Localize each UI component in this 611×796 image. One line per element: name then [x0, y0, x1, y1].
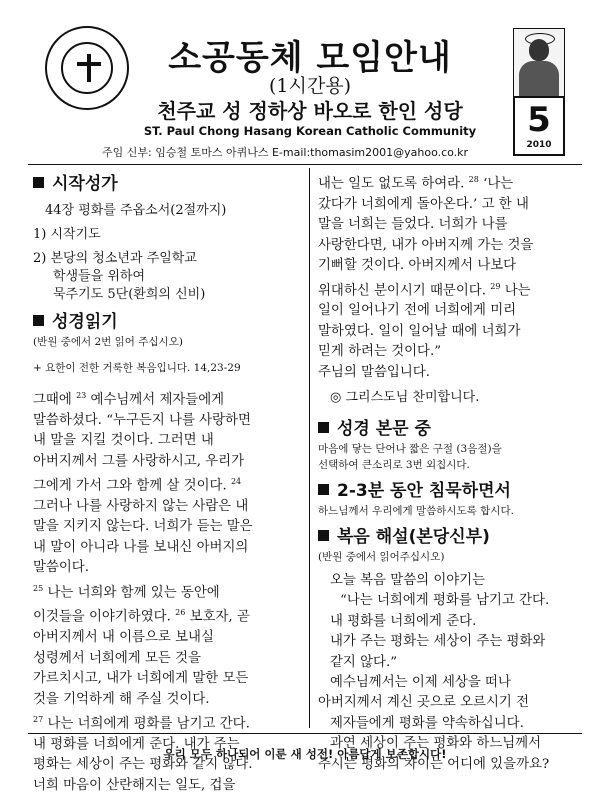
- reading-text: 일이 일어나기 전에 너희에게 미리: [318, 303, 517, 319]
- square-bullet-icon: [318, 484, 329, 495]
- logo-cross: [87, 54, 91, 82]
- reading-text: 그에게 가서 그와 함께 살 것이다.: [33, 478, 231, 494]
- column-divider: [309, 168, 310, 728]
- verse-number: 25: [33, 583, 44, 593]
- gospel-reading-right: [318, 170, 584, 383]
- reading-text: 것을 기억하게 해 주실 것이다.: [33, 691, 210, 707]
- parish-logo-icon: [45, 26, 129, 110]
- commentary-line: 주시는 평화의 차이는 어디에 있을까요?: [318, 756, 550, 772]
- reading-text: 이것들을 이야기하였다.: [33, 609, 176, 625]
- section-heading-silence: [318, 479, 584, 503]
- reading-line: [33, 579, 303, 604]
- reading-text: 내 말을 지킬 것이다. 그러면 내: [33, 433, 214, 449]
- reading-line: [318, 236, 584, 256]
- reading-line: [318, 322, 584, 342]
- reading-line: [33, 472, 303, 497]
- issue-box: [513, 96, 565, 156]
- verse-number: 28: [468, 175, 479, 184]
- reading-line: [33, 386, 303, 411]
- section-note: (반원 중에서 2번 읽어 주십시오): [33, 336, 183, 348]
- reading-line: [33, 710, 303, 735]
- reading-line: [33, 411, 303, 431]
- commentary-line: 내 평화를 너희에게 준다.: [330, 613, 477, 629]
- verse-number: 27: [33, 714, 44, 724]
- section-note: 선택하여 큰소리로 3번 외칩시다.: [318, 459, 470, 471]
- reading-text: 믿게 하려는 것이다.”: [318, 344, 442, 360]
- reading-text: 기뻐할 것이다. 아버지께서 나보다: [318, 258, 517, 274]
- header-divider: [28, 164, 582, 165]
- reading-line: [318, 363, 584, 383]
- section-title: 2-3분 동안 침묵하면서: [337, 481, 511, 501]
- square-bullet-icon: [318, 422, 329, 433]
- reading-line: [318, 256, 584, 276]
- logo-cross-bar: [77, 62, 101, 66]
- portrait-head: [529, 39, 549, 61]
- section-heading-homily: [318, 525, 584, 549]
- reading-text: 내 평화를 너희에게 준다. 내가 주는: [33, 736, 240, 752]
- verse-number: 23: [76, 391, 87, 400]
- reading-text: 말을 지키지 않는다. 너희가 듣는 말은: [33, 519, 253, 535]
- reading-line: [318, 301, 584, 321]
- reading-line: [33, 558, 303, 578]
- reading-text: 말을 너희는 들었다. 너희가 나를: [318, 217, 508, 233]
- logo-inner-circle: [61, 42, 113, 94]
- reading-text: 그때에: [33, 392, 77, 408]
- reading-text: 나는 너희에게 평화를 남기고 간다.: [43, 716, 250, 732]
- pastor-contact-line: 주임 신부: 임승철 토마스 아퀴나스 E-mail:thomasim2001@yahoo.co.kr: [102, 146, 469, 159]
- reading-text: 보호자, 곧: [185, 609, 250, 625]
- reading-text: 평화는 세상이 주는 평화와 같지 않다.: [33, 757, 253, 773]
- reading-line: [33, 497, 303, 517]
- reading-line: [318, 170, 584, 195]
- commentary-line: 과연 세상이 주는 평화와 하느님께서: [330, 736, 542, 752]
- church-name-korean: 천주교 성 정하상 바오로 한인 성당: [157, 99, 463, 123]
- footer-slogan: 우리 모두 하나되어 이룬 새 성전! 아름답게 보존합시다!: [163, 747, 447, 761]
- reading-line: [318, 342, 584, 362]
- reading-line: [33, 431, 303, 451]
- reading-line: [33, 517, 303, 537]
- reading-line: [33, 452, 303, 472]
- agenda-item-cont: 학생들을 위하여: [53, 269, 146, 284]
- section-title: 시작성가: [52, 174, 118, 194]
- right-column: [318, 170, 584, 775]
- reading-line: [318, 277, 584, 302]
- reading-text: 아버지께서 그를 사랑하시고, 우리가: [33, 453, 245, 469]
- commentary-line: 제자들에게 평화를 약속하십니다.: [330, 715, 524, 731]
- reading-text: 사랑한다면, 내가 아버지께 가는 것을: [318, 237, 534, 253]
- hymn-line: 44장 평화를 주옵소서(2절까지): [45, 203, 227, 218]
- reading-text: 위대하신 분이시기 때문이다.: [318, 282, 491, 298]
- section-title: 성경읽기: [52, 312, 118, 332]
- bulletin-title: 소공동체 모임안내: [168, 38, 452, 78]
- reading-text: 성령께서 너희에게 모든 것을: [33, 650, 201, 666]
- gospel-reference: + 요한이 전한 거룩한 복음입니다. 14,23-29: [33, 362, 241, 374]
- reading-text: 아버지께서 내 이름으로 보내실: [33, 630, 214, 646]
- church-name-english: ST. Paul Chong Hasang Korean Catholic Community: [143, 124, 477, 138]
- agenda-item: 2) 본당의 청소년과 주일학교: [33, 251, 197, 266]
- reading-text: 내 말이 아니라 나를 보내신 아버지의: [33, 539, 249, 555]
- footer-divider: [28, 733, 582, 734]
- square-bullet-icon: [33, 315, 44, 326]
- reading-text: 너희 마음이 산란해지는 일도, 겁을: [33, 777, 236, 793]
- reading-text: 그러나 나를 사랑하지 않는 사람은 내: [33, 498, 249, 514]
- square-bullet-icon: [33, 177, 44, 188]
- reading-line: [33, 603, 303, 628]
- section-heading-scripture-word: [318, 417, 584, 441]
- verse-number: 29: [490, 281, 501, 291]
- reading-text: 갔다가 너희에게 돌아온다.’ 고 한 내: [318, 196, 529, 212]
- section-note: (반원 중에서 읽어주십시오): [318, 551, 445, 563]
- verse-number: 26: [175, 608, 186, 618]
- square-bullet-icon: [318, 530, 329, 541]
- section-note: 하느님께서 우리에게 말씀하시도록 합시다.: [318, 505, 514, 517]
- reading-text: 내는 일도 없도록 하여라.: [318, 176, 469, 192]
- commentary-line: 예수님께서는 이제 세상을 떠나: [330, 675, 511, 691]
- agenda-item-cont: 묵주기도 5단(환희의 신비): [53, 287, 206, 302]
- section-heading-scripture-reading: [33, 310, 303, 334]
- reading-line: [318, 195, 584, 215]
- portrait-body: [519, 61, 559, 97]
- bulletin-subtitle: (1시간용): [269, 75, 351, 97]
- agenda-item: 1) 시작기도: [33, 227, 101, 242]
- commentary-line: 아버지께서 계신 곳으로 오르시기 전: [318, 695, 530, 711]
- reading-line: [33, 628, 303, 648]
- reading-text: 나는 너희와 함께 있는 동안에: [43, 585, 220, 601]
- reading-text: 말하였다. 일이 일어날 때에 너희가: [318, 323, 521, 339]
- reading-line: [33, 690, 303, 710]
- verse-number: 24: [230, 477, 242, 487]
- gospel-reading-left: [33, 386, 303, 796]
- commentary-line: 오늘 복음 말씀의 이야기는: [330, 573, 486, 588]
- commentary-line: “나는 너희에게 평화를 남기고 간다.: [340, 593, 550, 609]
- reading-text: 예수님께서 제자들에게: [86, 392, 225, 408]
- section-note: 마음에 닿는 단어나 짧은 구절 (3음절)을: [318, 443, 502, 455]
- reading-line: [33, 669, 303, 689]
- commentary-line: 같지 않다.”: [330, 654, 398, 670]
- reading-line: [33, 538, 303, 558]
- praise-response: ◎ 그리스도님 찬미합니다.: [330, 390, 480, 405]
- saint-portrait-icon: [513, 28, 565, 98]
- reading-text: 말씀하셨다. “누구든지 나를 사랑하면: [33, 412, 251, 428]
- reading-text: 말씀이다.: [33, 560, 89, 576]
- reading-line: [33, 649, 303, 669]
- reading-text: ‘나는: [478, 176, 514, 192]
- issue-month: 5: [527, 100, 551, 140]
- left-column: [33, 172, 303, 796]
- commentary-line: 내가 주는 평화는 세상이 주는 평화와: [330, 634, 546, 650]
- reading-text: 주님의 말씀입니다.: [318, 364, 430, 380]
- section-title: 복음 해설(본당신부): [337, 527, 490, 547]
- section-heading-opening-hymn: [33, 172, 303, 196]
- reading-line: [33, 776, 303, 796]
- reading-text: 나는: [500, 282, 531, 298]
- section-title: 성경 본문 중: [337, 419, 431, 439]
- issue-year: 2010: [526, 140, 552, 150]
- reading-line: [318, 215, 584, 235]
- reading-text: 가르치시고, 내가 너희에게 말한 모든: [33, 671, 249, 687]
